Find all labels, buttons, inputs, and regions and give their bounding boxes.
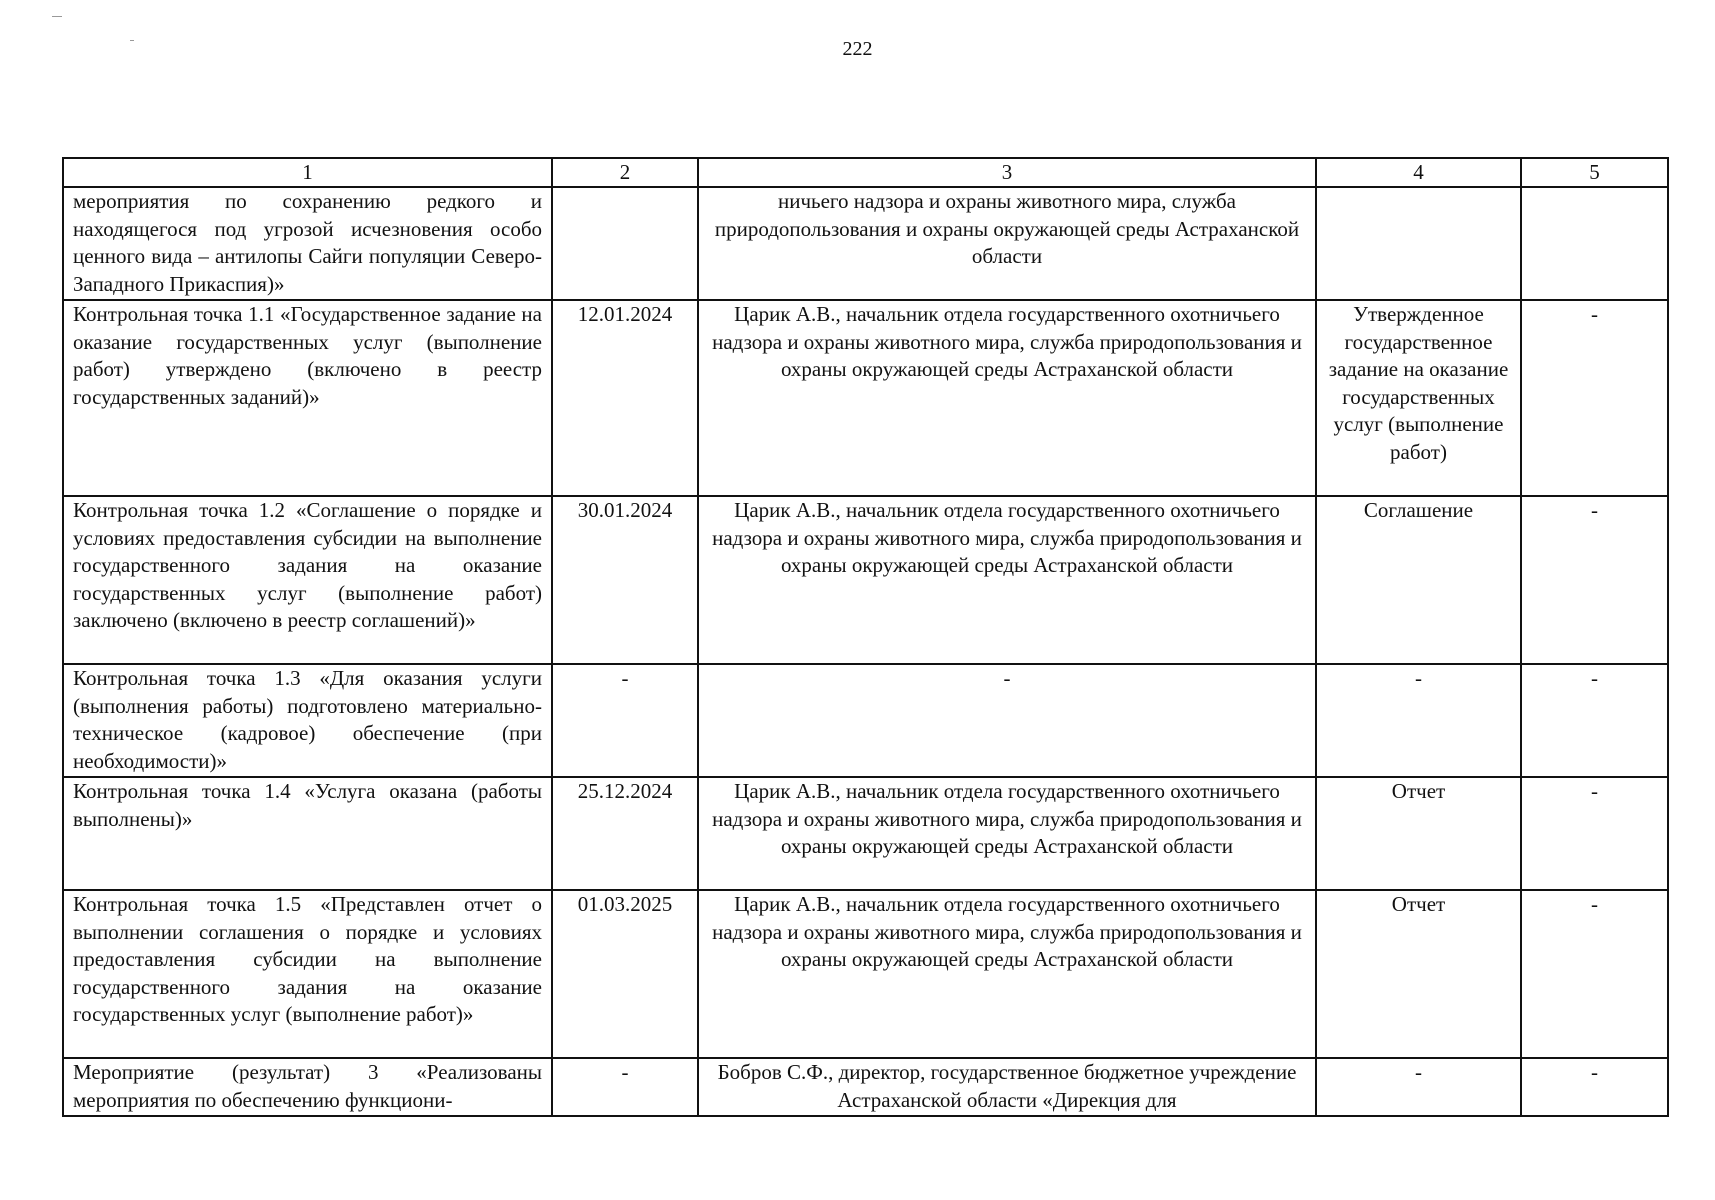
- info-system-cell: [1521, 187, 1668, 300]
- table-row: [63, 890, 1668, 1058]
- column-header-4: 4: [1316, 158, 1521, 187]
- activity-name-cell: Контрольная точка 1.2 «Соглашение о порядке и условиях предоставления субсидии на выполнение государственного задания на оказание государственных услуг (выполнение работ) заключено (включено в реестр соглашений)»: [63, 496, 552, 664]
- column-header-1: 1: [63, 158, 552, 187]
- table-row: [63, 777, 1668, 890]
- deadline-cell: 30.01.2024: [552, 496, 698, 664]
- deadline-cell: -: [552, 664, 698, 777]
- responsible-cell: Царик А.В., начальник отдела государственного охотничьего надзора и охраны животного мира, служба природопользования и охраны окружающей среды Астраханской области: [698, 890, 1316, 1058]
- deadline-cell: 01.03.2025: [552, 890, 698, 1058]
- info-system-cell: -: [1521, 496, 1668, 664]
- info-system-cell: -: [1521, 300, 1668, 496]
- table-row: [63, 300, 1668, 496]
- document-type-cell: -: [1316, 664, 1521, 777]
- responsible-cell: Бобров С.Ф., директор, государственное бюджетное учреждение Астраханской области «Дирекция для: [698, 1058, 1316, 1116]
- info-system-cell: -: [1521, 664, 1668, 777]
- page-number: 222: [842, 38, 873, 60]
- responsible-cell: Царик А.В., начальник отдела государственного охотничьего надзора и охраны животного мира, служба природопользования и охраны окружающей среды Астраханской области: [698, 777, 1316, 890]
- activity-name-cell: Контрольная точка 1.3 «Для оказания услуги (выполнения работы) подготовлено материально-техническое (кадровое) обеспечение (при необходимости)»: [63, 664, 552, 777]
- responsible-cell: -: [698, 664, 1316, 777]
- column-header-2: 2: [552, 158, 698, 187]
- table-row: [63, 496, 1668, 664]
- responsible-cell: ничьего надзора и охраны животного мира, служба природопользования и охраны окружающей среды Астраханской области: [698, 187, 1316, 300]
- table-header-row: [63, 158, 1668, 187]
- activity-name-cell: мероприятия по сохранению редкого и находящегося под угрозой исчезновения особо ценного вида – антилопы Сайги популяции Северо-Западного Прикаспия)»: [63, 187, 552, 300]
- deadline-cell: 25.12.2024: [552, 777, 698, 890]
- info-system-cell: -: [1521, 777, 1668, 890]
- table-row: [63, 187, 1668, 300]
- deadline-cell: 12.01.2024: [552, 300, 698, 496]
- document-table: [62, 157, 1669, 1117]
- info-system-cell: -: [1521, 1058, 1668, 1116]
- activity-name-cell: Мероприятие (результат) 3 «Реализованы мероприятия по обеспечению функциони-: [63, 1058, 552, 1116]
- column-header-5: 5: [1521, 158, 1668, 187]
- document-type-cell: Отчет: [1316, 890, 1521, 1058]
- scan-artifact: [52, 16, 62, 17]
- deadline-cell: -: [552, 1058, 698, 1116]
- table-row: [63, 664, 1668, 777]
- document-type-cell: [1316, 187, 1521, 300]
- document-type-cell: Отчет: [1316, 777, 1521, 890]
- responsible-cell: Царик А.В., начальник отдела государственного охотничьего надзора и охраны животного мира, служба природопользования и охраны окружающей среды Астраханской области: [698, 300, 1316, 496]
- document-type-cell: Соглашение: [1316, 496, 1521, 664]
- document-type-cell: -: [1316, 1058, 1521, 1116]
- column-header-3: 3: [698, 158, 1316, 187]
- responsible-cell: Царик А.В., начальник отдела государственного охотничьего надзора и охраны животного мира, служба природопользования и охраны окружающей среды Астраханской области: [698, 496, 1316, 664]
- document-type-cell: Утвержденное государственное задание на оказание государственных услуг (выполнение работ): [1316, 300, 1521, 496]
- table-row: [63, 1058, 1668, 1116]
- activity-name-cell: Контрольная точка 1.1 «Государственное задание на оказание государственных услуг (выполнение работ) утверждено (включено в реестр государственных заданий)»: [63, 300, 552, 496]
- info-system-cell: -: [1521, 890, 1668, 1058]
- deadline-cell: [552, 187, 698, 300]
- activity-name-cell: Контрольная точка 1.5 «Представлен отчет о выполнении соглашения о порядке и условиях предоставления субсидии на выполнение государственного задания на оказание государственных услуг (выполнение работ)»: [63, 890, 552, 1058]
- activity-name-cell: Контрольная точка 1.4 «Услуга оказана (работы выполнены)»: [63, 777, 552, 890]
